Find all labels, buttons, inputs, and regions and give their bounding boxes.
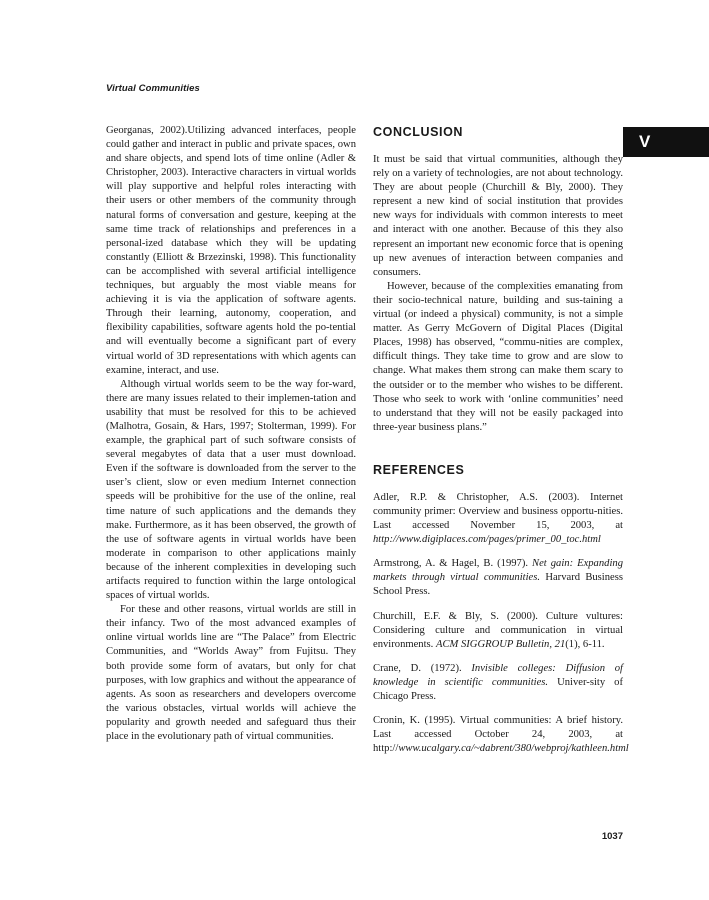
body-paragraph: Although virtual worlds seem to be the way for-ward, there are many issues related to their implemen-tation and usability that must be resolved for this to be achieved (Malhotra, Gosain, & Hars, 1997; Stolterman, 1999). For example, the graphical part of such software consists of several megabytes of data that a user must download. Even if the software is downloaded from the server to the user’s client, slow or even medium Internet connection speeds will be prohibitive for the use of the online, real time nature of such applications and the demands they make. Furthermore, as it has been observed, the growth of the use of software agents in virtual worlds have been moderate in comparison to other applications mainly because of the inherent complexities in developing such artifacts required to function within the large ontological spaces of virtual worlds.: [106, 378, 356, 602]
conclusion-heading: CONCLUSION: [373, 125, 464, 139]
conclusion-paragraph: However, because of the complexities emanating from their socio-technical nature, building and sus-taining a virtual (or indeed a physical) community, is not a simple matter. As Gerry McGovern of Digital Places (Digital Places, 1998) has observed, “commu-nities are complex, difficult things. They take time to grow and are slow to change. What makes them strong can make them scary to the outsider or to the member who wishes to be different. Those who seek to work with ‘online communities’ need to understand that they will not be easily packaged into three-year business plans.”: [373, 280, 623, 433]
ref-text: Armstrong, A. & Hagel, B. (1997).: [373, 558, 533, 570]
ref-italic: http://www.digiplaces.com/pages/primer_00_toc.html: [373, 534, 601, 546]
references-heading: REFERENCES: [373, 462, 465, 477]
ref-italic: Invisible colleges: Diffusion of knowledge in scientific communities.: [373, 662, 623, 688]
reference-item: [373, 557, 623, 599]
left-column: [106, 124, 356, 744]
ref-text: Univer-sity of Chicago Press.: [373, 676, 623, 702]
reference-item: [373, 491, 623, 547]
ref-text: Churchill, E.F. & Bly, S. (2000). Culture vultures: Considering culture and communication in virtual environments.: [373, 610, 623, 650]
page-number: 1037: [601, 831, 623, 842]
ref-text: (1), 6-11.: [565, 638, 605, 650]
ref-text: Crane, D. (1972).: [373, 662, 472, 674]
section-tab: V: [623, 127, 709, 157]
ref-italic: ACM SIGGROUP Bulletin, 21: [435, 638, 566, 650]
ref-text: Adler, R.P. & Christopher, A.S. (2003). Internet community primer: Overview and business opportu-nities. Last accessed November 15, 2003, at: [373, 491, 623, 532]
reference-item: [373, 714, 629, 756]
ref-italic: www.ucalgary.ca/~dabrent/380/webproj/kathleen.html: [398, 743, 629, 755]
ref-italic: Net gain: Expanding markets through virtual communities.: [373, 558, 623, 584]
ref-text: Cronin, K. (1995). Virtual communities: A brief history. Last accessed October 24, 2003, at http://: [373, 715, 623, 755]
ref-text: Harvard Business School Press.: [373, 572, 623, 598]
reference-item: [373, 662, 623, 704]
body-paragraph: Georganas, 2002).Utilizing advanced interfaces, people could gather and interact in public and private spaces, own and share objects, and spend lots of time online (Adler & Christopher, 2003). Interactive characters in virtual worlds will play supportive and helpful roles interacting with their users or other members of the community through natural forms of conversation and gesture, keeping at the same time track of relationships and preferences in a personal-ized database which they will be updating constantly (Elliott & Brzezinski, 1998). This functionality can be accomplished with several artificial intelligence techniques, but arguably the most viable means for achieving it is via the application of software agents. Through their learning, autonomy, cooperation, and flexibility capabilities, software agents hold the po-tential and will eventually become a significant part of every virtual world of 3D representations with which agents can examine, interact, and use.: [106, 125, 356, 376]
reference-item: [373, 610, 623, 652]
conclusion-paragraph: It must be said that virtual communities, although they rely on a variety of technologies, are not about technology. They are about people (Churchill & Bly, 2000). They represent a new kind of social institution that provides new ways for individuals with common interests to meet and interact with one another. Because of this they also represent an important new economic force that is opening up new avenues of interaction between companies and consumers.: [373, 154, 623, 278]
running-head: Virtual Communities: [106, 83, 200, 94]
right-column: [373, 124, 629, 766]
body-paragraph: For these and other reasons, virtual worlds are still in their infancy. Two of the most advanced examples of online virtual worlds line are “The Palace” from Electric Communities, and “Worlds Away” from Fujitsu. They both provide some form of avatars, but only for chat purposes, with low graphics and without the appearance of agents. As soon as researchers and developers overcome the various obstacles, virtual worlds will achieve the popularity and growth needed and safeguard thus their place in the evolutionary path of virtual communities.: [106, 604, 356, 743]
